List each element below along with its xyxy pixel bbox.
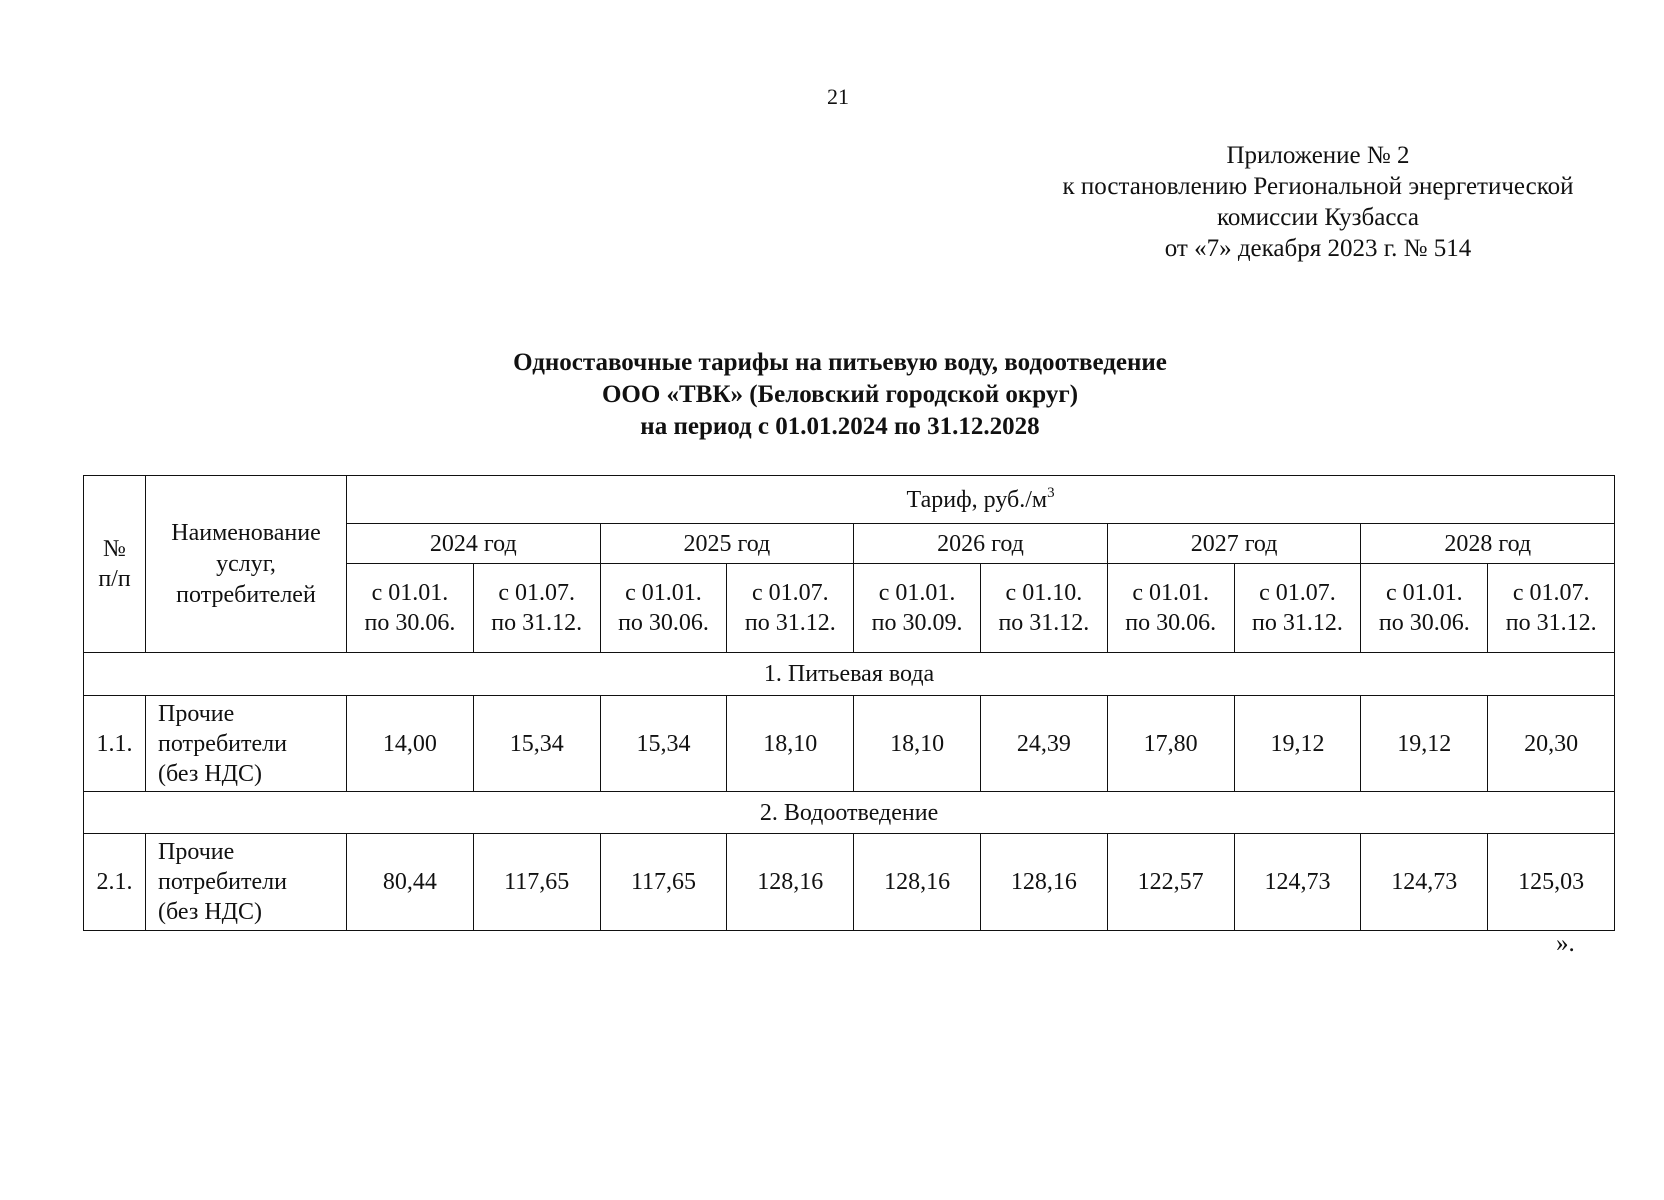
row-name-line: Прочие <box>158 839 235 865</box>
period-cell <box>980 564 1107 653</box>
period-to: по 31.12. <box>744 610 836 636</box>
tariff-value: 80,44 <box>347 834 474 931</box>
tariff-value: 15,34 <box>473 696 600 792</box>
period-from: с 01.01. <box>1385 580 1463 606</box>
period-to: по 30.06. <box>364 610 456 636</box>
tariff-value: 19,12 <box>1234 696 1361 792</box>
title-line: ООО «ТВК» (Беловский городской округ) <box>601 381 1079 408</box>
period-from: с 01.07. <box>1512 580 1590 606</box>
tariff-value: 124,73 <box>1361 834 1488 931</box>
row-name-line: потребители <box>158 730 287 757</box>
header-name-label: Наименование <box>171 519 321 546</box>
tariff-unit-superscript: 3 <box>1047 484 1055 501</box>
header-name-label: потребителей <box>176 581 316 608</box>
tariff-value: 15,34 <box>600 696 727 792</box>
header-row-tariff <box>84 476 1615 524</box>
tariff-label: Тариф, руб./м <box>906 486 1048 513</box>
tariff-value: 18,10 <box>854 696 981 792</box>
period-to: по 30.06. <box>618 610 709 636</box>
header-number-label: № <box>103 536 126 562</box>
period-to: по 30.09. <box>871 610 963 636</box>
period-cell <box>1107 564 1234 653</box>
table-row <box>84 696 1615 792</box>
tariff-value: 122,57 <box>1107 834 1234 931</box>
tariff-value: 128,16 <box>854 834 981 931</box>
year-cell: 2025 год <box>600 524 854 564</box>
tariff-value: 24,39 <box>980 696 1107 792</box>
header-number-cell <box>84 476 146 653</box>
appendix-line: к постановлению Региональной энергетической <box>1062 173 1574 200</box>
year-cell: 2024 год <box>347 524 601 564</box>
section-row <box>84 653 1615 696</box>
year-cell: 2027 год <box>1107 524 1361 564</box>
period-to: по 31.12. <box>1505 610 1597 636</box>
year-cell: 2026 год <box>854 524 1108 564</box>
period-from: с 01.01. <box>878 580 956 606</box>
period-cell <box>1361 564 1488 653</box>
period-from: с 01.07. <box>1259 580 1336 606</box>
period-from: с 01.01. <box>625 580 702 606</box>
period-to: по 31.12. <box>1252 610 1343 636</box>
tariff-value: 124,73 <box>1234 834 1361 931</box>
period-cell <box>600 564 727 653</box>
row-name-line: Прочие <box>158 700 235 727</box>
period-cell <box>1488 564 1615 653</box>
period-cell <box>1234 564 1361 653</box>
row-name-line: (без НДС) <box>158 760 263 787</box>
row-number: 1.1. <box>84 696 146 792</box>
document-title <box>380 347 1300 443</box>
section-title: 1. Питьевая вода <box>84 653 1615 696</box>
section-title: 2. Водоотведение <box>84 792 1615 834</box>
period-cell <box>473 564 600 653</box>
period-to: по 31.12. <box>491 610 583 636</box>
appendix-line: от «7» декабря 2023 г. № 514 <box>1164 235 1472 262</box>
tariff-table <box>83 475 1615 931</box>
row-name-line: (без НДС) <box>158 899 263 925</box>
tariff-value: 18,10 <box>727 696 854 792</box>
period-cell <box>854 564 981 653</box>
header-name-cell <box>146 476 347 653</box>
tariff-value: 17,80 <box>1107 696 1234 792</box>
tariff-value: 20,30 <box>1488 696 1615 792</box>
period-to: по 30.06. <box>1125 610 1217 636</box>
tariff-value: 117,65 <box>600 834 727 931</box>
tariff-value: 19,12 <box>1361 696 1488 792</box>
row-name <box>146 696 347 792</box>
year-cell: 2028 год <box>1361 524 1615 564</box>
page-number: 21 <box>827 84 849 109</box>
tariff-value: 128,16 <box>980 834 1107 931</box>
period-from: с 01.07. <box>498 580 576 606</box>
period-cell <box>727 564 854 653</box>
period-to: по 31.12. <box>998 610 1090 636</box>
period-from: с 01.01. <box>1132 580 1209 606</box>
table-row <box>84 834 1615 931</box>
appendix-line: Приложение № 2 <box>1226 142 1410 169</box>
title-line: на период с 01.01.2024 по 31.12.2028 <box>640 413 1040 440</box>
tariff-value: 117,65 <box>473 834 600 931</box>
period-cell <box>347 564 474 653</box>
period-from: с 01.07. <box>751 580 829 606</box>
period-from: с 01.10. <box>1005 580 1083 606</box>
closing-quote-mark: ». <box>1556 930 1575 957</box>
header-name-label: услуг, <box>216 550 276 577</box>
appendix-line: комиссии Кузбасса <box>1217 204 1419 231</box>
header-number-label: п/п <box>98 566 131 592</box>
period-from: с 01.01. <box>371 580 449 606</box>
tariff-value: 14,00 <box>347 696 474 792</box>
tariff-value: 125,03 <box>1488 834 1615 931</box>
appendix-reference <box>1008 140 1628 264</box>
title-line: Одноставочные тарифы на питьевую воду, водоотведение <box>513 349 1167 376</box>
row-name <box>146 834 347 931</box>
row-number: 2.1. <box>84 834 146 931</box>
tariff-value: 128,16 <box>727 834 854 931</box>
row-name-line: потребители <box>158 869 287 895</box>
header-tariff-cell <box>347 476 1615 524</box>
period-to: по 30.06. <box>1378 610 1470 636</box>
section-row <box>84 792 1615 834</box>
